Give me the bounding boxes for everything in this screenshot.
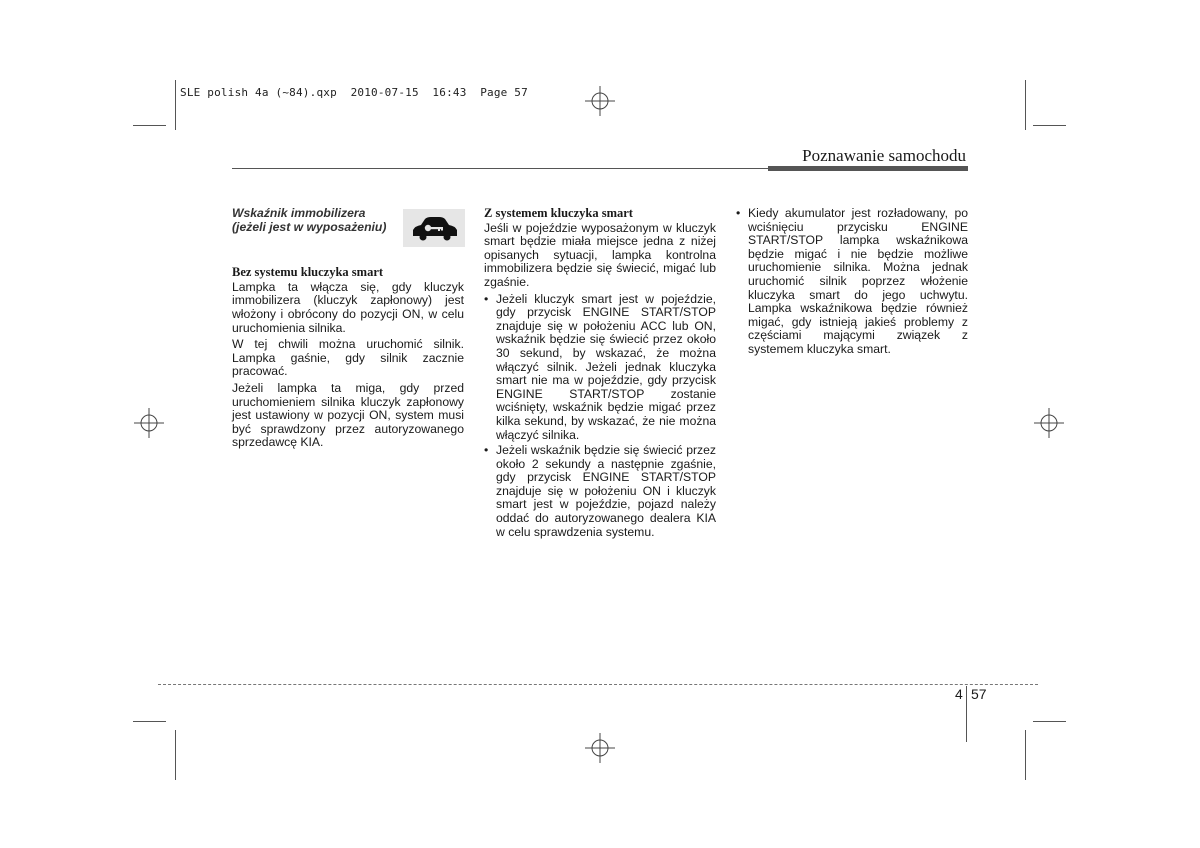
chapter-number: 4 — [955, 686, 963, 702]
column-3 — [736, 207, 968, 359]
paragraph: Lampka ta włącza się, gdy kluczyk immobilizera (kluczyk zapłonowy) jest włożony i obrócony do pozycji ON, w celu uruchomienia silnika. — [232, 279, 464, 335]
bullet-list — [736, 207, 968, 357]
registration-mark-icon — [585, 733, 615, 763]
footer-rule — [158, 684, 1038, 685]
registration-mark-icon — [1034, 408, 1064, 438]
print-slug: SLE polish 4a (~84).qxp 2010-07-15 16:43 Page 57 — [180, 86, 528, 99]
indicator-title: Wskaźnik immobilizera (jeżeli jest w wyposażeniu) — [232, 206, 387, 234]
section-title: Poznawanie samochodu — [802, 146, 966, 165]
page-number-separator — [966, 686, 967, 742]
subheading: Bez systemu kluczyka smart — [232, 265, 384, 280]
list-item: • Jeżeli wskaźnik będzie się świecić przez około 2 sekundy a następnie zgaśnie, gdy przycisk ENGINE START/STOP znajduje się w położeniu ON i kluczyk smart jest w pojeździe, pojazd należy oddać do autoryzowanego dealera KIA w celu sprawdzenia systemu. — [484, 444, 716, 539]
column-2 — [484, 207, 716, 541]
bullet-list — [484, 293, 716, 540]
header-rule — [232, 168, 768, 169]
registration-mark-icon — [585, 86, 615, 116]
paragraph: Jeżeli lampka ta miga, gdy przed uruchomieniem silnika kluczyk zapłonowy jest ustawiony w pozycji ON, system musi być sprawdzony przez autoryzowanego sprzedawcę KIA. — [232, 380, 464, 450]
page-number: 57 — [971, 686, 987, 702]
list-item: • Jeżeli kluczyk smart jest w pojeździe, gdy przycisk ENGINE START/STOP znajduje się w położeniu ACC lub ON, wskaźnik będzie się świecić przez około 30 sekund, by wskazać, że można włączyć silnik. Jeżeli jednak kluczyka smart nie ma w pojeździe, gdy przycisk ENGINE START/STOP zostanie wciśnięty, wskaźnik będzie migać przez kilka sekund, by wskazać, że nie można włączyć silnika. — [484, 293, 716, 443]
paragraph: W tej chwili można uruchomić silnik. Lampka gaśnie, gdy silnik zacznie pracować. — [232, 337, 464, 379]
paragraph: Jeśli w pojeździe wyposażonym w kluczyk smart będzie miała miejsce jedna z niżej opisanych sytuacji, lampka kontrolna immobilizera będzie się świecić, migać lub zgaśnie. — [484, 220, 716, 289]
list-item: • Kiedy akumulator jest rozładowany, po wciśnięciu przycisku ENGINE START/STOP lampka wskaźnikowa będzie migać i nie będzie możliwe uruchomienie silnika. Można jednak uruchomić silnik poprzez włożenie kluczyka smart do jego uchwytu. Lampka wskaźnikowa będzie również migać, gdy istnieją jakieś problemy z częściami mającymi związek z systemem kluczyka smart. — [736, 207, 968, 357]
subheading: Z systemem kluczyka smart — [484, 206, 633, 220]
registration-mark-icon — [134, 408, 164, 438]
header-rule-thick — [768, 166, 968, 171]
car-key-icon — [403, 209, 465, 247]
